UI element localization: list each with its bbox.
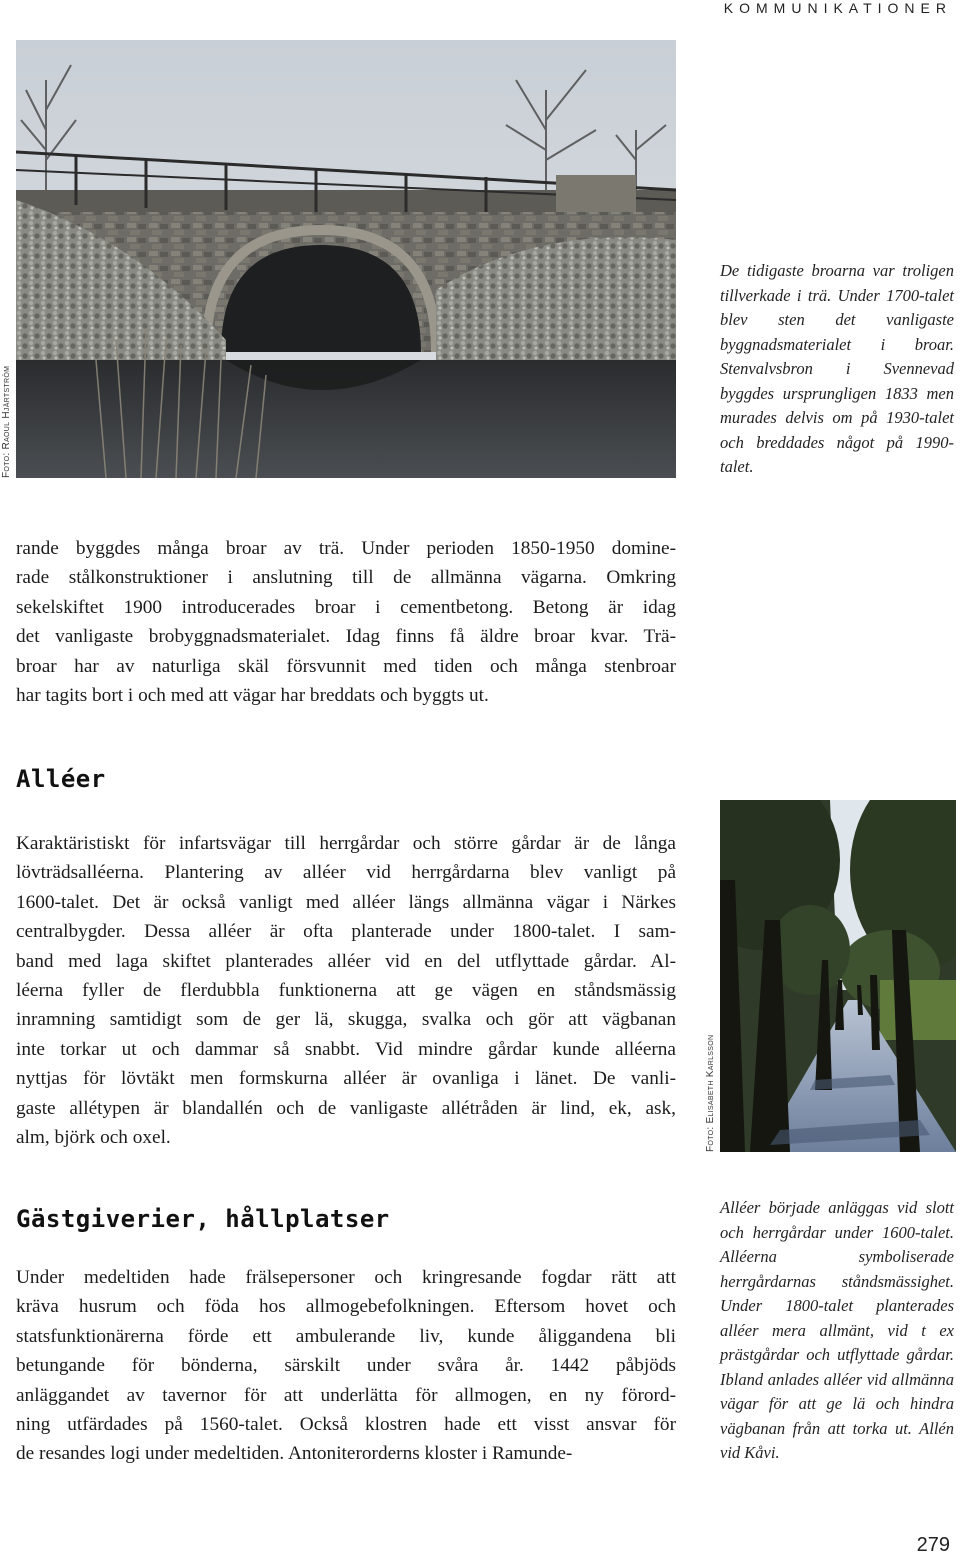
avenue-illustration	[720, 800, 956, 1152]
text-line: band med laga skiftet planterades alléer vid en del utflyttade gårdar. Al-	[16, 950, 676, 972]
bridges-continued-text	[16, 534, 676, 710]
text-line: alm, björk och oxel.	[16, 1127, 171, 1149]
bridge-photo	[16, 40, 676, 478]
text-line: Under medeltiden hade frälsepersoner och kringresande fogdar rätt att	[16, 1267, 676, 1288]
text-line: inte torkar ut och dammar så snabbt. Vid mindre gårdar kunde alléerna	[16, 1038, 676, 1060]
avenue-photo	[720, 800, 956, 1152]
text-line: léerna fyller de flerdubbla funktionerna att ge vägen en ståndsmässig	[16, 980, 676, 1002]
text-line: de resandes logi under medeltiden. Antoniterorderns kloster i Ramunde-	[16, 1443, 573, 1465]
text-line: gaste allétypen är blandallén och de vanligaste allétråden är lind, ek, ask,	[16, 1097, 676, 1119]
text-line: anläggandet av tavernor för att underlätta för allmogen, en ny förord-	[16, 1384, 676, 1406]
text-line: inramning samtidigt som de ger lä, skugga, svalka och gör att vägbanan	[16, 1009, 676, 1031]
text-line: statsfunktionärerna förde ett ambulerande liv, kunde åliggandena bli	[16, 1325, 676, 1347]
text-line: 1600-talet. Det är också vanligt med alléer längs allmänna vägar i Närkes	[16, 891, 676, 913]
text-line: rande byggdes många broar av trä. Under perioden 1850-1950 domine-	[16, 538, 676, 559]
text-line: kräva husrum och föda hos allmogebefolkningen. Eftersom hovet och	[16, 1296, 676, 1318]
text-line: rade stålkonstruktioner i anslutning till de allmänna vägarna. Omkring	[16, 567, 676, 589]
avenue-caption: Alléer började anläggas vid slott och herrgårdar under 1600-talet. Alléerna symboliserade herrgårdarnas ståndsmässighet. Under 1800-talet planterades alléer mera allmänt, vid t ex prästgårdar och utflyttade gårdar. Ibland anlades alléer vid allmänna vägar för att ge lä och hindra vägbanan från att torka ut. Allén vid Kåvi.	[720, 1198, 954, 1462]
text-line: lövträdsalléerna. Plantering av alléer vid herrgårdarna blev vanligt på	[16, 862, 676, 884]
text-line: ning utfärdades på 1560-talet. Också klostren hade ett visst ansvar för	[16, 1414, 676, 1436]
bridge-photo-credit: Foto: Raoul Hjärtström	[1, 365, 12, 478]
running-header: KOMMUNIKATIONER	[723, 0, 952, 16]
alleer-heading: Alléer	[16, 765, 106, 793]
gastgiverier-heading: Gästgiverier, hållplatser	[16, 1205, 390, 1233]
text-line: har tagits bort i och med att vägar har breddats och byggts ut.	[16, 685, 489, 707]
text-line: broar har av naturliga skäl försvunnit med tiden och många stenbroar	[16, 655, 676, 677]
text-line: det vanligaste brobyggnadsmaterialet. Idag finns få äldre broar kvar. Trä-	[16, 626, 676, 648]
bridge-illustration	[16, 40, 676, 478]
text-line: Karaktäristiskt för infartsvägar till herrgårdar och större gårdar är de långa	[16, 833, 676, 854]
text-line: sekelskiftet 1900 introducerades broar i cementbetong. Betong är idag	[16, 596, 676, 618]
text-line: centralbygder. Dessa alléer är ofta planterade under 1800-talet. I sam-	[16, 921, 676, 943]
page-number: 279	[916, 1534, 950, 1556]
gastgiverier-text	[16, 1263, 676, 1469]
avenue-photo-credit: Foto: Elisabeth Karlsson	[705, 1034, 716, 1152]
alleer-text	[16, 829, 676, 1152]
text-line: betungande för bönderna, särskilt under svåra år. 1442 påbjöds	[16, 1355, 676, 1377]
bridge-caption: De tidigaste broarna var troligen tillverkade i trä. Under 1700-talet blev sten det vanligaste byggnadsmaterialet i broar. Stenvalvsbron i Svennevad byggdes ursprungligen 1833 men murades delvis om på 1930-talet och breddades något på 1990-talet.	[720, 261, 954, 476]
text-line: nyttjas för lövtäkt men formskurna alléer är ovanliga i länet. De vanli-	[16, 1068, 676, 1090]
